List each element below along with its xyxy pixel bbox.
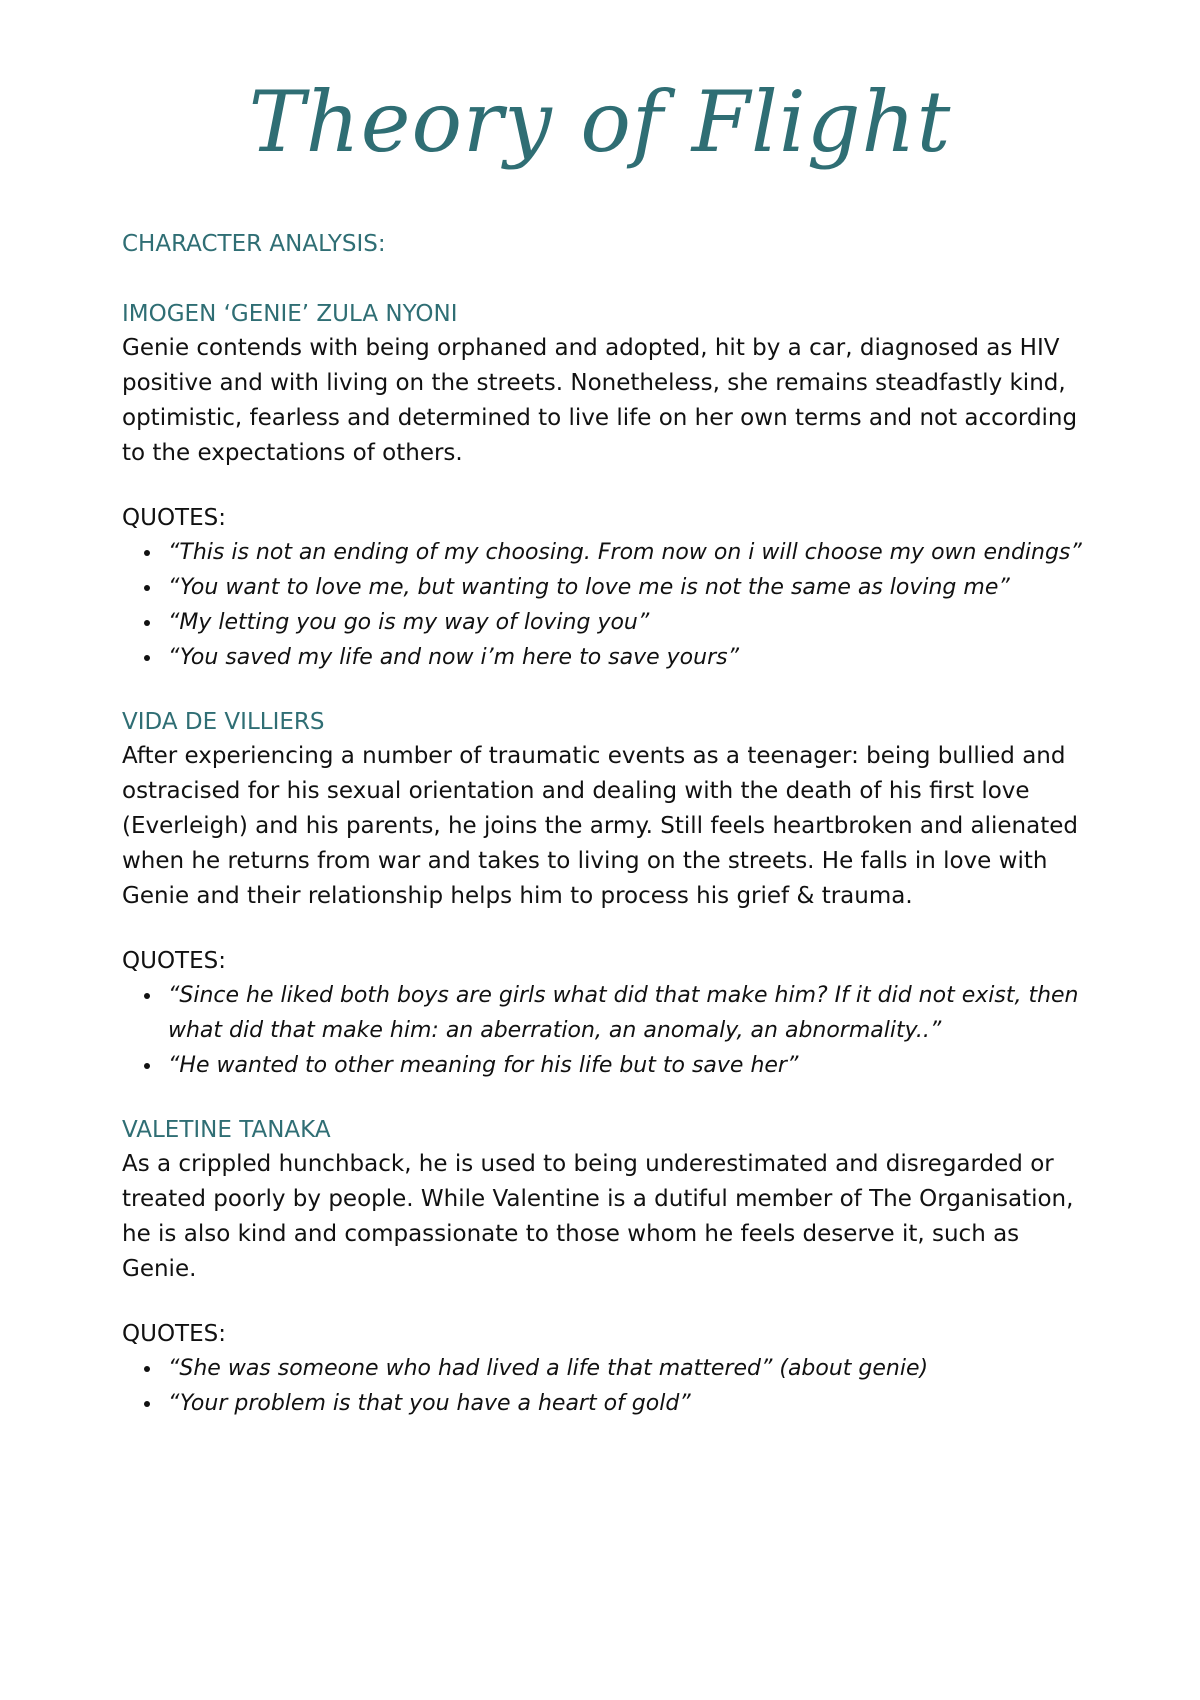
quotes-list — [122, 535, 1087, 675]
quote-item: “She was someone who had lived a life that mattered” (about genie) — [168, 1351, 1087, 1386]
section-heading: CHARACTER ANALYSIS: — [122, 231, 386, 257]
quote-item: “My letting you go is my way of loving you” — [168, 605, 1087, 640]
quote-item: “You want to love me, but wanting to love me is not the same as loving me” — [168, 570, 1087, 605]
character-description: As a crippled hunchback, he is used to being underestimated and disregarded or treated poorly by people. While Valentine is a dutiful member of The Organisation, he is also kind and compassionate to those whom he feels deserve it, such as Genie. — [122, 1151, 1074, 1282]
character-name: IMOGEN ‘GENIE’ ZULA NYONI — [122, 301, 458, 327]
quotes-label: QUOTES: — [122, 505, 226, 531]
document-title: Theory of Flight — [248, 73, 952, 171]
quote-item: “Since he liked both boys are girls what did that make him? If it did not exist, then what did that make him: an aberration, an anomaly, an abnormality..” — [168, 978, 1087, 1048]
quote-item: “This is not an ending of my choosing. From now on i will choose my own endings” — [168, 535, 1087, 570]
quotes-list — [122, 1351, 1087, 1421]
character-section-genie — [122, 297, 1087, 675]
character-section-valentine — [122, 1113, 1087, 1421]
character-description: After experiencing a number of traumatic events as a teenager: being bullied and ostracised for his sexual orientation and dealing with the death of his first love (Everleigh) and his parents, he joins the army. Still feels heartbroken and alienated when he returns from war and takes to living on the streets. He falls in love with Genie and their relationship helps him to process his grief & trauma. — [122, 743, 1078, 909]
quote-item: “He wanted to other meaning for his life but to save her” — [168, 1048, 1087, 1083]
character-name: VIDA DE VILLIERS — [122, 709, 325, 735]
quotes-label: QUOTES: — [122, 1321, 226, 1347]
quotes-label: QUOTES: — [122, 948, 226, 974]
character-section-vida — [122, 705, 1087, 1083]
document-content — [122, 227, 1087, 1451]
character-name: VALETINE TANAKA — [122, 1117, 331, 1143]
character-description: Genie contends with being orphaned and adopted, hit by a car, diagnosed as HIV positive and with living on the streets. Nonetheless, she remains steadfastly kind, optimistic, fearless and determined to live life on her own terms and not according to the expectations of others. — [122, 335, 1078, 466]
quote-item: “You saved my life and now i’m here to save yours” — [168, 640, 1087, 675]
quotes-list — [122, 978, 1087, 1083]
quote-item: “Your problem is that you have a heart of gold” — [168, 1386, 1087, 1421]
